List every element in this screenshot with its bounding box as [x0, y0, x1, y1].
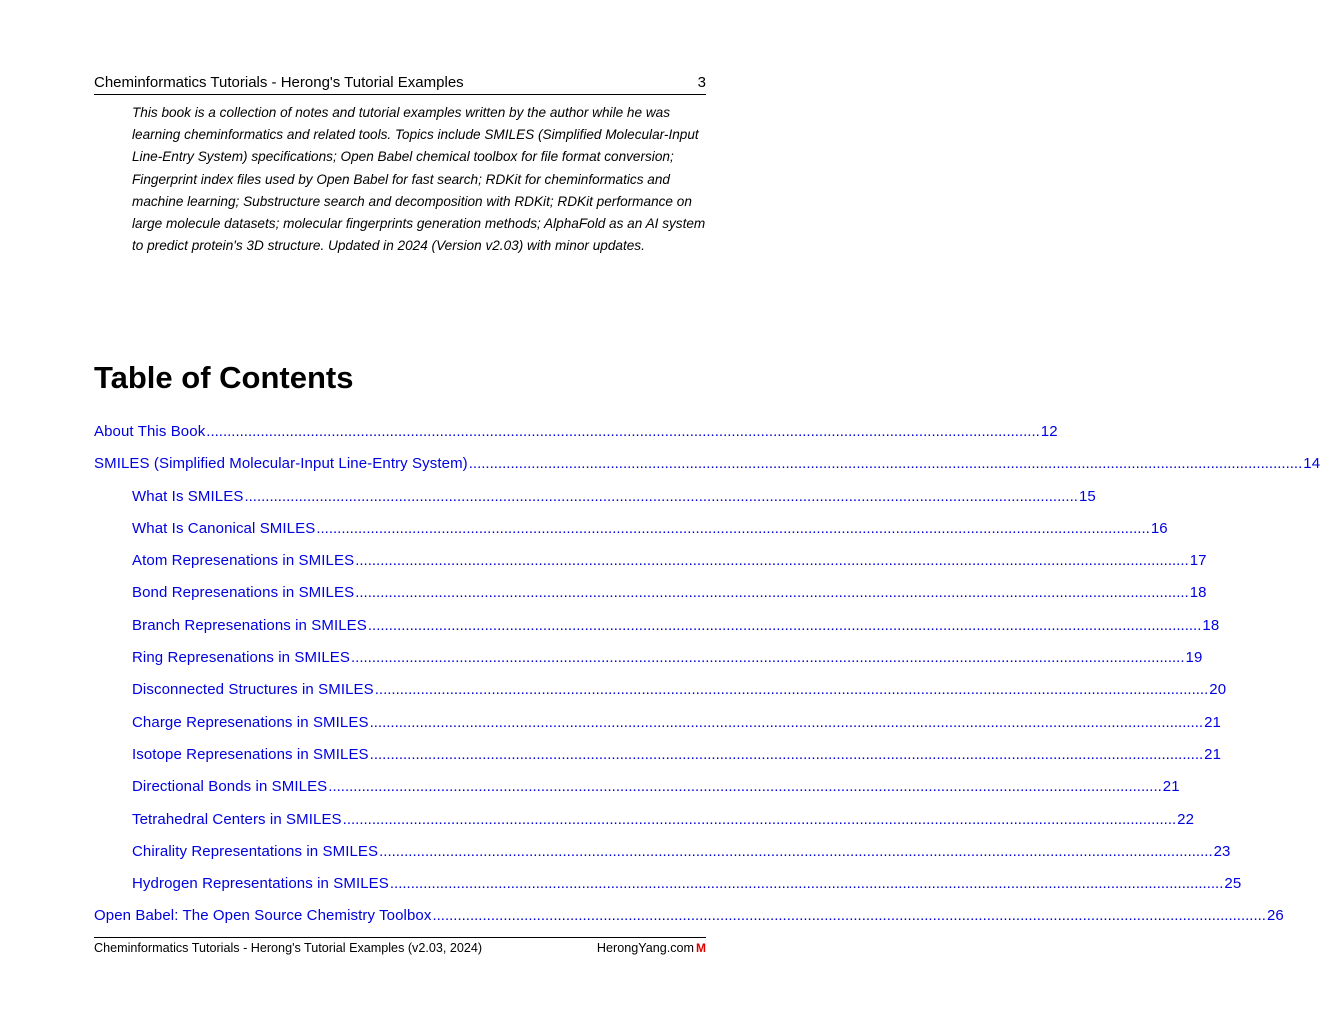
toc-entry-page[interactable]: 26: [1266, 907, 1284, 925]
page-footer: [94, 937, 706, 956]
toc-entry[interactable]: [94, 713, 1221, 745]
toc-dot-leader: ........................................................................................................................................................................................................: [379, 842, 1213, 860]
toc-entry-page[interactable]: 25: [1224, 875, 1242, 893]
toc-entry[interactable]: [94, 616, 1220, 648]
toc-entry-label[interactable]: Bond Represenations in SMILES: [132, 584, 355, 602]
toc-entry-page[interactable]: 21: [1204, 745, 1222, 763]
toc-entry[interactable]: [94, 874, 1242, 906]
header-title: Cheminformatics Tutorials - Herong's Tutorial Examples: [94, 74, 464, 91]
toc-entry-page[interactable]: 17: [1189, 552, 1207, 570]
toc-entry-label[interactable]: About This Book: [94, 423, 206, 440]
table-of-contents: [94, 422, 1320, 939]
page-header: [94, 74, 706, 95]
toc-dot-leader: ........................................................................................................................................................................................................: [432, 907, 1266, 925]
toc-dot-leader: ........................................................................................................................................................................................................: [389, 875, 1224, 893]
toc-entry-label[interactable]: Chirality Representations in SMILES: [132, 842, 379, 860]
footer-right: [597, 940, 706, 956]
toc-entry-label[interactable]: What Is Canonical SMILES: [132, 519, 316, 537]
toc-entry[interactable]: [94, 422, 1058, 454]
toc-entry-label[interactable]: Tetrahedral Centers in SMILES: [132, 810, 342, 828]
toc-entry-page[interactable]: 20: [1209, 681, 1227, 699]
header-page-number: 3: [697, 74, 706, 91]
footer-site-name: HerongYang.com: [596, 941, 694, 955]
toc-entry[interactable]: [94, 551, 1207, 583]
toc-dot-leader: ........................................................................................................................................................................................................: [369, 713, 1204, 731]
toc-entry[interactable]: [94, 842, 1231, 874]
toc-entry[interactable]: [94, 777, 1180, 809]
toc-entry-label[interactable]: Ring Represenations in SMILES: [132, 649, 351, 667]
toc-dot-leader: ........................................................................................................................................................................................................: [351, 649, 1185, 667]
toc-entry[interactable]: [94, 487, 1096, 519]
toc-dot-leader: ........................................................................................................................................................................................................: [468, 455, 1303, 473]
book-description: This book is a collection of notes and tutorial examples written by the author while he was learning cheminformatics and related tools. Topics include SMILES (Simplified Molecular-Input Line-Entry System) specifications; Open Babel chemical toolbox for file format conversion; Fingerprint index files used by Open Babel for fast search; RDKit for cheminformatics and machine learning; Substructure search and decomposition with RDKit; RDKit performance on large molecule datasets; molecular fingerprints generation methods; AlphaFold as an AI system to predict protein's 3D structure. Updated in 2024 (Version v2.03) with minor updates.: [132, 105, 706, 254]
toc-entry[interactable]: [94, 745, 1222, 777]
toc-dot-leader: ........................................................................................................................................................................................................: [374, 681, 1209, 699]
toc-entry-label[interactable]: Hydrogen Representations in SMILES: [132, 875, 389, 893]
toc-entry[interactable]: [94, 454, 1320, 486]
toc-entry[interactable]: [94, 906, 1284, 938]
toc-dot-leader: ........................................................................................................................................................................................................: [355, 584, 1189, 602]
toc-entry-page[interactable]: 15: [1078, 487, 1096, 505]
toc-entry-label[interactable]: Atom Represenations in SMILES: [132, 552, 355, 570]
toc-dot-leader: ........................................................................................................................................................................................................: [367, 616, 1202, 634]
toc-dot-leader: ........................................................................................................................................................................................................: [355, 552, 1189, 570]
toc-entry[interactable]: [94, 519, 1168, 551]
toc-entry-page[interactable]: 21: [1204, 713, 1221, 731]
toc-entry-label[interactable]: SMILES (Simplified Molecular-Input Line-Entry System): [94, 455, 468, 473]
toc-entry[interactable]: [94, 648, 1203, 680]
toc-entry-page[interactable]: 22: [1177, 810, 1195, 828]
toc-dot-leader: ........................................................................................................................................................................................................: [244, 487, 1078, 505]
toc-entry-page[interactable]: 14: [1303, 455, 1320, 473]
toc-entry[interactable]: [94, 810, 1195, 842]
toc-entry-page[interactable]: 23: [1213, 842, 1231, 860]
toc-entry-label[interactable]: What Is SMILES: [132, 487, 244, 505]
toc-entry-label[interactable]: Branch Represenations in SMILES: [132, 616, 367, 634]
toc-entry-page[interactable]: 21: [1162, 778, 1180, 796]
toc-dot-leader: ........................................................................................................................................................................................................: [369, 745, 1204, 763]
toc-entry-page[interactable]: 12: [1040, 423, 1058, 440]
toc-entry[interactable]: [94, 583, 1207, 615]
toc-entry-page[interactable]: 18: [1189, 584, 1207, 602]
toc-entry-label[interactable]: Charge Represenations in SMILES: [132, 713, 369, 731]
toc-entry-page[interactable]: 19: [1185, 649, 1203, 667]
toc-dot-leader: ........................................................................................................................................................................................................: [316, 519, 1150, 537]
site-logo-icon: M: [696, 941, 706, 955]
toc-dot-leader: ........................................................................................................................................................................................................: [328, 778, 1162, 796]
toc-dot-leader: ........................................................................................................................................................................................................: [206, 423, 1040, 440]
toc-entry-label[interactable]: Open Babel: The Open Source Chemistry Toolbox: [94, 907, 432, 925]
toc-entry-label[interactable]: Directional Bonds in SMILES: [132, 778, 328, 796]
footer-left-text: Cheminformatics Tutorials - Herong's Tutorial Examples (v2.03, 2024): [94, 941, 483, 955]
toc-dot-leader: ........................................................................................................................................................................................................: [342, 810, 1177, 828]
toc-entry-label[interactable]: Disconnected Structures in SMILES: [132, 681, 374, 699]
toc-entry-page[interactable]: 16: [1150, 519, 1168, 537]
toc-entry-page[interactable]: 18: [1202, 616, 1220, 634]
toc-entry[interactable]: [94, 680, 1227, 712]
toc-heading: Table of Contents: [94, 360, 354, 395]
toc-entry-label[interactable]: Isotope Represenations in SMILES: [132, 745, 369, 763]
